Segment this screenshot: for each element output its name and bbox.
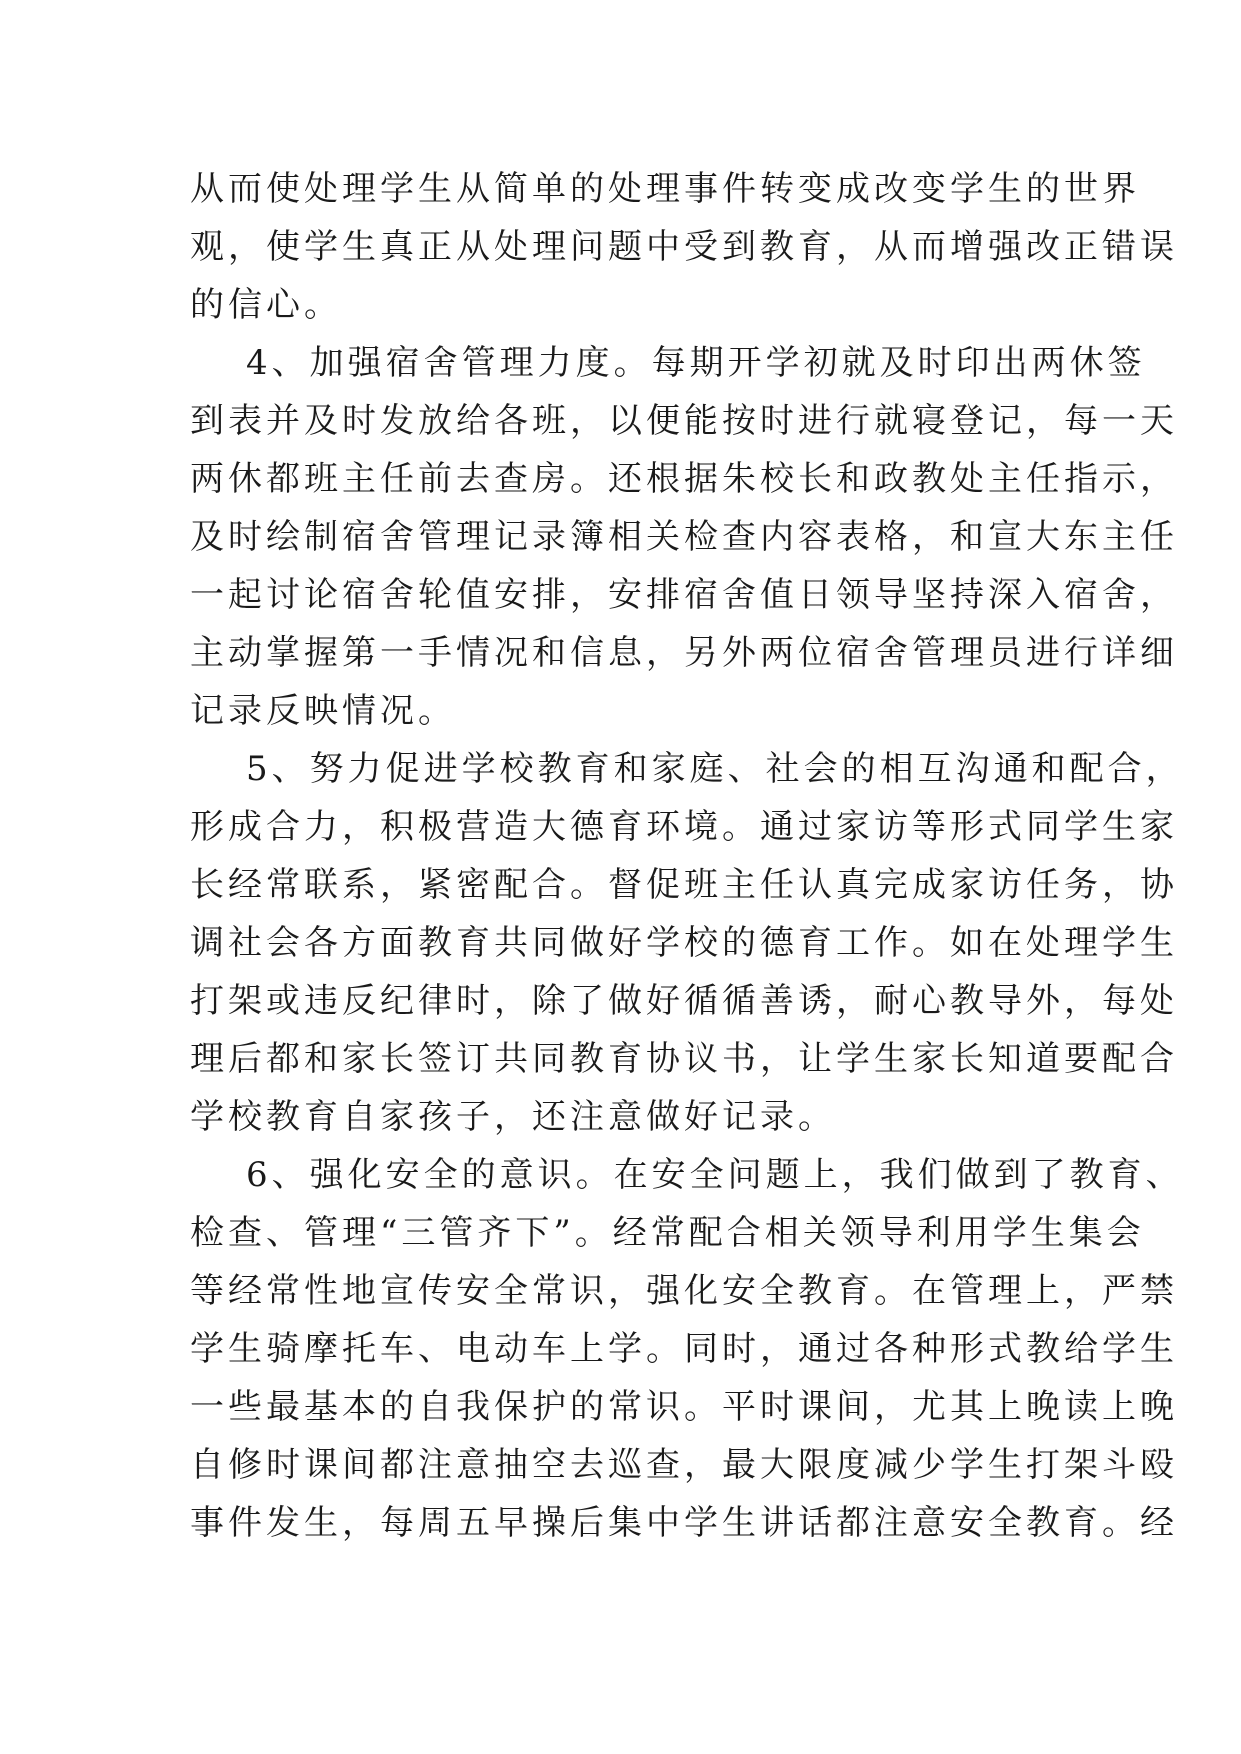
text-line: 到表并及时发放给各班，以便能按时进行就寝登记，每一天 xyxy=(190,401,1178,441)
text-line: 自修时课间都注意抽空去巡查，最大限度减少学生打架斗殴 xyxy=(190,1445,1178,1485)
body-text xyxy=(190,160,1184,1552)
text-line: 从而使处理学生从简单的处理事件转变成改变学生的世界 xyxy=(190,169,1140,209)
paragraph-6-start: 6、强化安全的意识。在安全问题上，我们做到了教育、 xyxy=(246,1155,1184,1195)
text-line: 两休都班主任前去查房。还根据朱校长和政教处主任指示， xyxy=(190,459,1178,499)
text-line: 观，使学生真正从处理问题中受到教育，从而增强改正错误 xyxy=(190,227,1178,267)
text-line: 的信心。 xyxy=(190,285,342,325)
text-line: 事件发生，每周五早操后集中学生讲话都注意安全教育。经 xyxy=(190,1503,1178,1543)
paragraph-4-start: 4、加强宿舍管理力度。每期开学初就及时印出两休签 xyxy=(246,343,1146,383)
text-line: 长经常联系，紧密配合。督促班主任认真完成家访任务，协 xyxy=(190,865,1178,905)
text-line: 记录反映情况。 xyxy=(190,691,456,731)
text-line: 检查、管理“三管齐下”。经常配合相关领导利用学生集会 xyxy=(190,1213,1145,1253)
text-line: 理后都和家长签订共同教育协议书，让学生家长知道要配合 xyxy=(190,1039,1178,1079)
text-line: 形成合力，积极营造大德育环境。通过家访等形式同学生家 xyxy=(190,807,1178,847)
text-line: 一些最基本的自我保护的常识。平时课间，尤其上晚读上晚 xyxy=(190,1387,1178,1427)
paragraph-5-start: 5、努力促进学校教育和家庭、社会的相互沟通和配合， xyxy=(246,749,1184,789)
text-line: 学生骑摩托车、电动车上学。同时，通过各种形式教给学生 xyxy=(190,1329,1178,1369)
text-line: 及时绘制宿舍管理记录簿相关检查内容表格，和宣大东主任 xyxy=(190,517,1178,557)
text-line: 学校教育自家孩子，还注意做好记录。 xyxy=(190,1097,836,1137)
text-line: 打架或违反纪律时，除了做好循循善诱，耐心教导外，每处 xyxy=(190,981,1178,1021)
text-line: 调社会各方面教育共同做好学校的德育工作。如在处理学生 xyxy=(190,923,1178,963)
text-line: 一起讨论宿舍轮值安排，安排宿舍值日领导坚持深入宿舍， xyxy=(190,575,1178,615)
text-line: 主动掌握第一手情况和信息，另外两位宿舍管理员进行详细 xyxy=(190,633,1178,673)
text-line: 等经常性地宣传安全常识，强化安全教育。在管理上，严禁 xyxy=(190,1271,1178,1311)
